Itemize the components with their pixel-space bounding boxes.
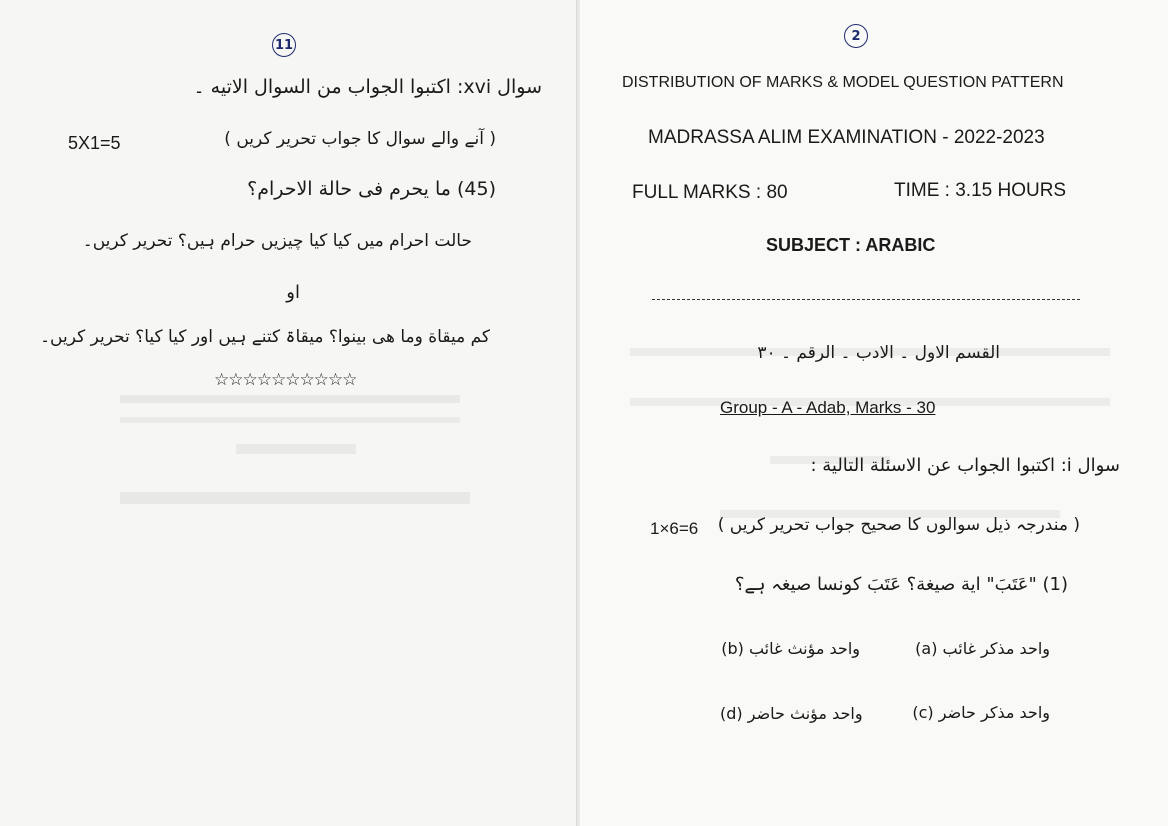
- subject-heading: SUBJECT : ARABIC: [766, 235, 936, 255]
- option-d: (d) واحد مؤنث حاضر: [720, 704, 863, 723]
- instruction-text: ( آنے والے سوال کا جواب تحریر کریں ): [224, 129, 496, 149]
- document-title: DISTRIBUTION OF MARKS & MODEL QUESTION PATTERN: [622, 74, 1064, 91]
- section-heading: القسم الاول ۔ الادب ۔ الرقم ۔ ۳۰: [757, 343, 1000, 363]
- option-b: (b) واحد مؤنث غائب: [721, 639, 860, 658]
- page-number-badge: 11: [272, 33, 296, 57]
- question-heading: سوال i: اکتبوا الجواب عن الاسئلة التالیة :: [810, 455, 1120, 476]
- bleed-through-shadow: [120, 395, 460, 423]
- or-separator: او: [286, 282, 300, 303]
- exam-name: MADRASSA ALIM EXAMINATION - 2022-2023: [648, 127, 1045, 148]
- marks-label: 1×6=6: [650, 519, 699, 538]
- bleed-through-shadow: [236, 444, 356, 466]
- option-a: (a) واحد مذکر غائب: [915, 639, 1050, 658]
- question-45-urdu: حالت احرام میں کیا کیا چیزیں حرام ہیں؟ تحریر کریں۔: [82, 231, 472, 251]
- full-marks: FULL MARKS : 80: [632, 182, 788, 203]
- alternate-question: کم میقاة وما ھی بینوا؟ میقاۃ کتنے ہیں اور کیا کیا؟ تحریر کریں۔: [40, 327, 490, 347]
- instruction-text: ( مندرجہ ذیل سوالوں کا صحیح جواب تحریر کریں ): [717, 515, 1080, 535]
- marks-label: 5X1=5: [68, 133, 121, 153]
- question-1: (1) "عَتَبَ" اية صيغة؟ عَتَبَ کونسا صیغہ ہے؟: [734, 574, 1068, 595]
- question-45: (45) ما یحرم فی حالة الاحرام؟: [247, 178, 496, 200]
- left-page: [0, 0, 578, 826]
- question-heading: سوال xvi: اکتبوا الجواب من السوال الاتیه ۔: [193, 76, 542, 98]
- right-page: [580, 0, 1168, 826]
- page-number-badge: 2: [844, 24, 868, 48]
- option-c: (c) واحد مذکر حاضر: [912, 703, 1050, 722]
- star-divider: ☆☆☆☆☆☆☆☆☆☆: [214, 370, 357, 390]
- dashed-divider: [652, 299, 1080, 300]
- bleed-through-shadow: [120, 492, 470, 516]
- group-heading: Group - A - Adab, Marks - 30: [720, 398, 936, 417]
- exam-time: TIME : 3.15 HOURS: [894, 180, 1067, 201]
